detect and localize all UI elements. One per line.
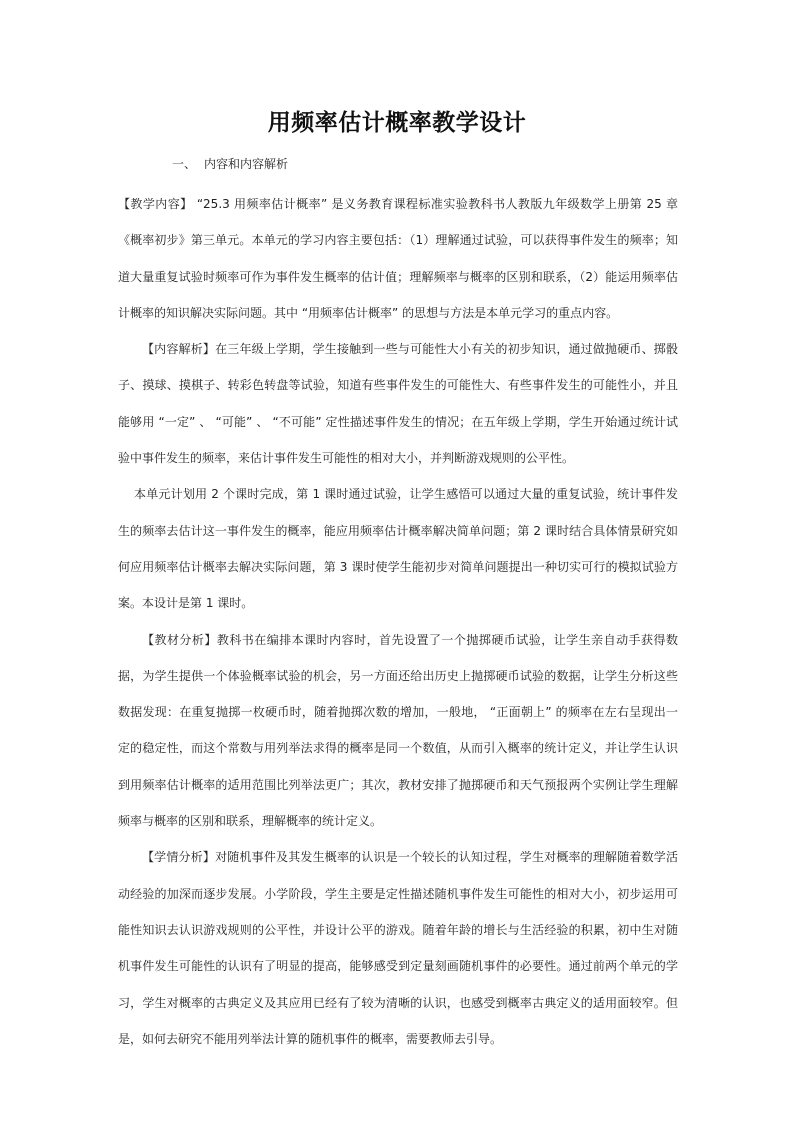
paragraph-content-analysis: 【内容解析】在三年级上学期，学生接触到一些与可能性大小有关的初步知识，通过做抛硬币、掷骰子、摸球、摸棋子、转彩色转盘等试验，知道有些事件发生的可能性大、有些事件发生的可能性小，并且能够用 “一定” 、 “可能” 、 “不可能” 定性描述事件发生的情况；在五年级上学期，学生开始通过统计试验中事件发生的频率，来估计事件发生可能性的相对大小，并判断游戏规则的公平性。 xyxy=(118,342,678,466)
section-heading xyxy=(172,155,288,172)
document-title: 用频率估计概率教学设计 xyxy=(267,110,527,136)
paragraph-textbook-analysis: 【教材分析】教科书在编排本课时内容时，首先设置了一个抛掷硬币试验，让学生亲自动手获得数据，为学生提供一个体验概率试验的机会，另一方面还给出历史上抛掷硬币试验的数据，让学生分析这些数据发现：在重复抛掷一枚硬币时，随着抛掷次数的增加，一般地， “正面朝上” 的频率在左右呈现出一定的稳定性，而这个常数与用列举法求得的概率是同一个数值，从而引入概率的统计定义，并让学生认识到用频率估计概率的适用范围比列举法更广；其次，教材安排了抛掷硬币和天气预报两个实例让学生理解频率与概率的区别和联系，理解概率的统计定义。 xyxy=(118,632,678,829)
document-body xyxy=(118,186,678,1057)
section-number: 一、 xyxy=(172,157,197,171)
paragraph-unit-plan: 本单元计划用 2 个课时完成，第 1 课时通过试验，让学生感悟可以通过大量的重复试验，统计事件发生的频率去估计这一事件发生的概率，能应用频率估计概率解决简单问题；第 2 课时结合具体情景研究如何应用频率估计概率去解决实际问题，第 3 课时使学生能初步对简单问题提出一种切实可行的模拟试验方案。本设计是第 1 课时。 xyxy=(118,487,678,611)
paragraph-teaching-content: 【教学内容】 “25.3 用频率估计概率” 是义务教育课程标准实验教科书人教版九年级数学上册第 25 章《概率初步》第三单元。本单元的学习内容主要包括：（1）理解通过试验，可以获得事件发生的频率；知道大量重复试验时频率可作为事件发生概率的估计值；理解频率与概率的区别和联系，（2）能运用频率估计概率的知识解决实际问题。其中 “用频率估计概率” 的思想与方法是本单元学习的重点内容。 xyxy=(118,197,678,320)
paragraph-student-analysis: 【学情分析】对随机事件及其发生概率的认识是一个较长的认知过程，学生对概率的理解随着数学活动经验的加深而逐步发展。小学阶段，学生主要是定性描述随机事件发生可能性的相对大小，初步运用可能性知识去认识游戏规则的公平性，并设计公平的游戏。随着年龄的增长与生活经验的积累，初中生对随机事件发生可能性的认识有了明显的提高，能够感受到定量刻画随机事件的必要性。通过前两个单元的学习，学生对概率的古典定义及其应用已经有了较为清晰的认识，也感受到概率古典定义的适用面较窄。但是，如何去研究不能用列举法计算的随机事件的概率，需要教师去引导。 xyxy=(118,850,678,1046)
section-label: 内容和内容解析 xyxy=(204,157,289,171)
